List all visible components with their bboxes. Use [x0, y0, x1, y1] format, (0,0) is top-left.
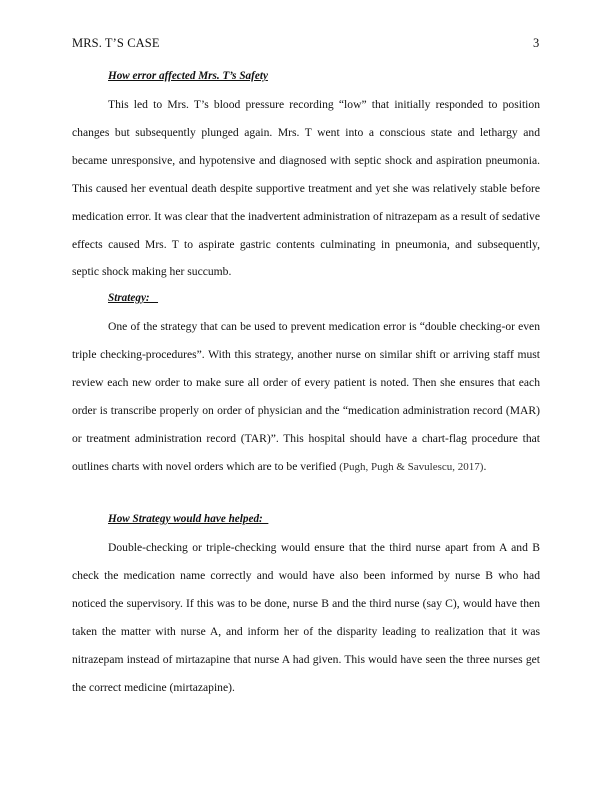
paragraph-error-effect: This led to Mrs. T’s blood pressure recording “low” that initially responded to position changes but subsequently plunged again. Mrs. T went into a conscious state and lethargy and became unresponsive, and hypotensive and diagnosed with septic shock and aspiration pneumonia. This caused her eventual death despite supportive treatment and yet she was relatively stable before medication error. It was clear that the inadvertent administration of nitrazepam as a result of sedative effects caused Mrs. T to aspirate gastric contents culminating in pneumonia, and subsequently, septic shock making her succumb.: [72, 98, 540, 279]
page-number: 3: [533, 36, 540, 50]
section-heading-strategy: Strategy:: [108, 292, 159, 304]
citation: (Pugh, Pugh & Savulescu, 2017): [339, 460, 484, 473]
strategy-paragraph-text: One of the strategy that can be used to prevent medication error is “double checking-or even triple checking-procedures”. With this strategy, another nurse on similar shift or arriving staff must review each new order to make sure all order of every patient is noted. Then she ensures that each order is transcribe properly on order of physician and the “medication administration record (MAR) or treatment administration record (TAR)”. This hospital should have a chart-flag procedure that outlines charts with novel orders which are to be verified: [72, 320, 540, 473]
section-heading-error-effect: How error affected Mrs. T’s Safety: [108, 70, 268, 82]
running-header: MRS. T’S CASE: [72, 36, 160, 50]
paragraph-strategy-help: Double-checking or triple-checking would ensure that the third nurse apart from A and B check the medication name correctly and would have also been informed by nurse B who had noticed the supervisory. If this was to be done, nurse B and the third nurse (say C), would have then taken the matter with nurse A, and inform her of the disparity leading to realization that it was nitrazepam instead of mirtazapine that nurse A had given. This would have seen the three nurses get the correct medicine (mirtazapine).: [72, 541, 540, 694]
strategy-paragraph-ending: .: [483, 459, 487, 473]
paragraph-strategy: [72, 313, 540, 481]
section-heading-strategy-help: How Strategy would have helped:: [108, 513, 269, 525]
